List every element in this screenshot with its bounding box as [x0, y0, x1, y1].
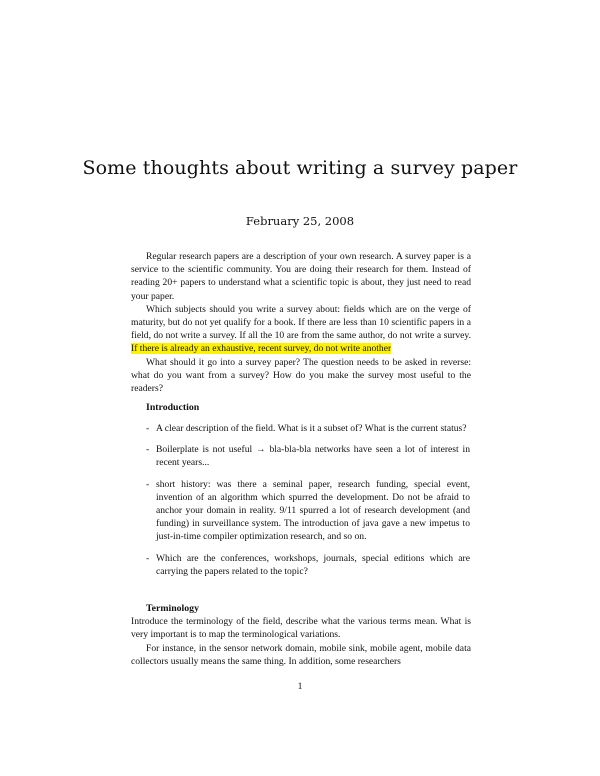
introduction-list: [146, 422, 470, 586]
paper-date: February 25, 2008: [245, 214, 355, 228]
bullet-dash: -: [146, 552, 150, 564]
list-item-text: Boilerplate is not useful → bla-bla-bla networks have seen a lot of interest in recent years...: [156, 444, 470, 469]
intro-body: [131, 250, 471, 395]
list-item: [146, 443, 470, 469]
bullet-dash: -: [146, 423, 150, 434]
bullet-dash: -: [146, 444, 150, 456]
section-heading-terminology: Terminology: [146, 603, 199, 614]
bullet-dash: -: [146, 478, 150, 490]
paragraph: [131, 303, 471, 356]
page-number: 1: [297, 681, 303, 692]
paragraph: For instance, in the sensor network domain, mobile sink, mobile agent, mobile data collectors usually means the same thing. In addition, some researchers: [131, 642, 471, 667]
list-item: [146, 552, 470, 578]
paragraph: Introduce the terminology of the field, describe what the various terms mean. What is very important is to map the terminological variations.: [131, 616, 471, 641]
terminology-section: [131, 602, 471, 668]
highlighted-text: If there is already an exhaustive, recent survey, do not write another: [131, 343, 392, 355]
paper-title: Some thoughts about writing a survey paper: [82, 157, 518, 179]
paragraph: Regular research papers are a description of your own research. A survey paper is a service to the scientific community. You are doing their research for them. Instead of reading 20+ papers to understand what a scientific topic is about, they just need to read your paper.: [131, 251, 471, 302]
list-item: [146, 422, 470, 435]
paragraph-text: Which subjects should you write a survey about: fields which are on the verge of maturity, but do not yet qualify for a book. If there are less than 10 scientific papers in a field, do not write a survey. If all the 10 are from the same author, do not write a survey.: [131, 303, 471, 342]
list-item-text: A clear description of the field. What is it a subset of? What is the current status?: [156, 423, 467, 434]
list-item: [146, 478, 470, 544]
section-heading-introduction: Introduction: [146, 402, 200, 413]
list-item-text: short history: was there a seminal paper, research funding, special event, invention of an algorithm which spurred the development. Do not be afraid to anchor your domain in reality. 9/11 spurred a lot of research development (and funding) in surveillance system. The introduction of java gave a new impetus to just-in-time compiler optimization research, and so on.: [156, 478, 470, 543]
list-item-text: Which are the conferences, workshops, journals, special editions which are carrying the papers related to the topic?: [156, 552, 470, 577]
paragraph: What should it go into a survey paper? The question needs to be asked in reverse: what do you want from a survey? How do you make the survey most useful to the readers?: [131, 356, 471, 395]
